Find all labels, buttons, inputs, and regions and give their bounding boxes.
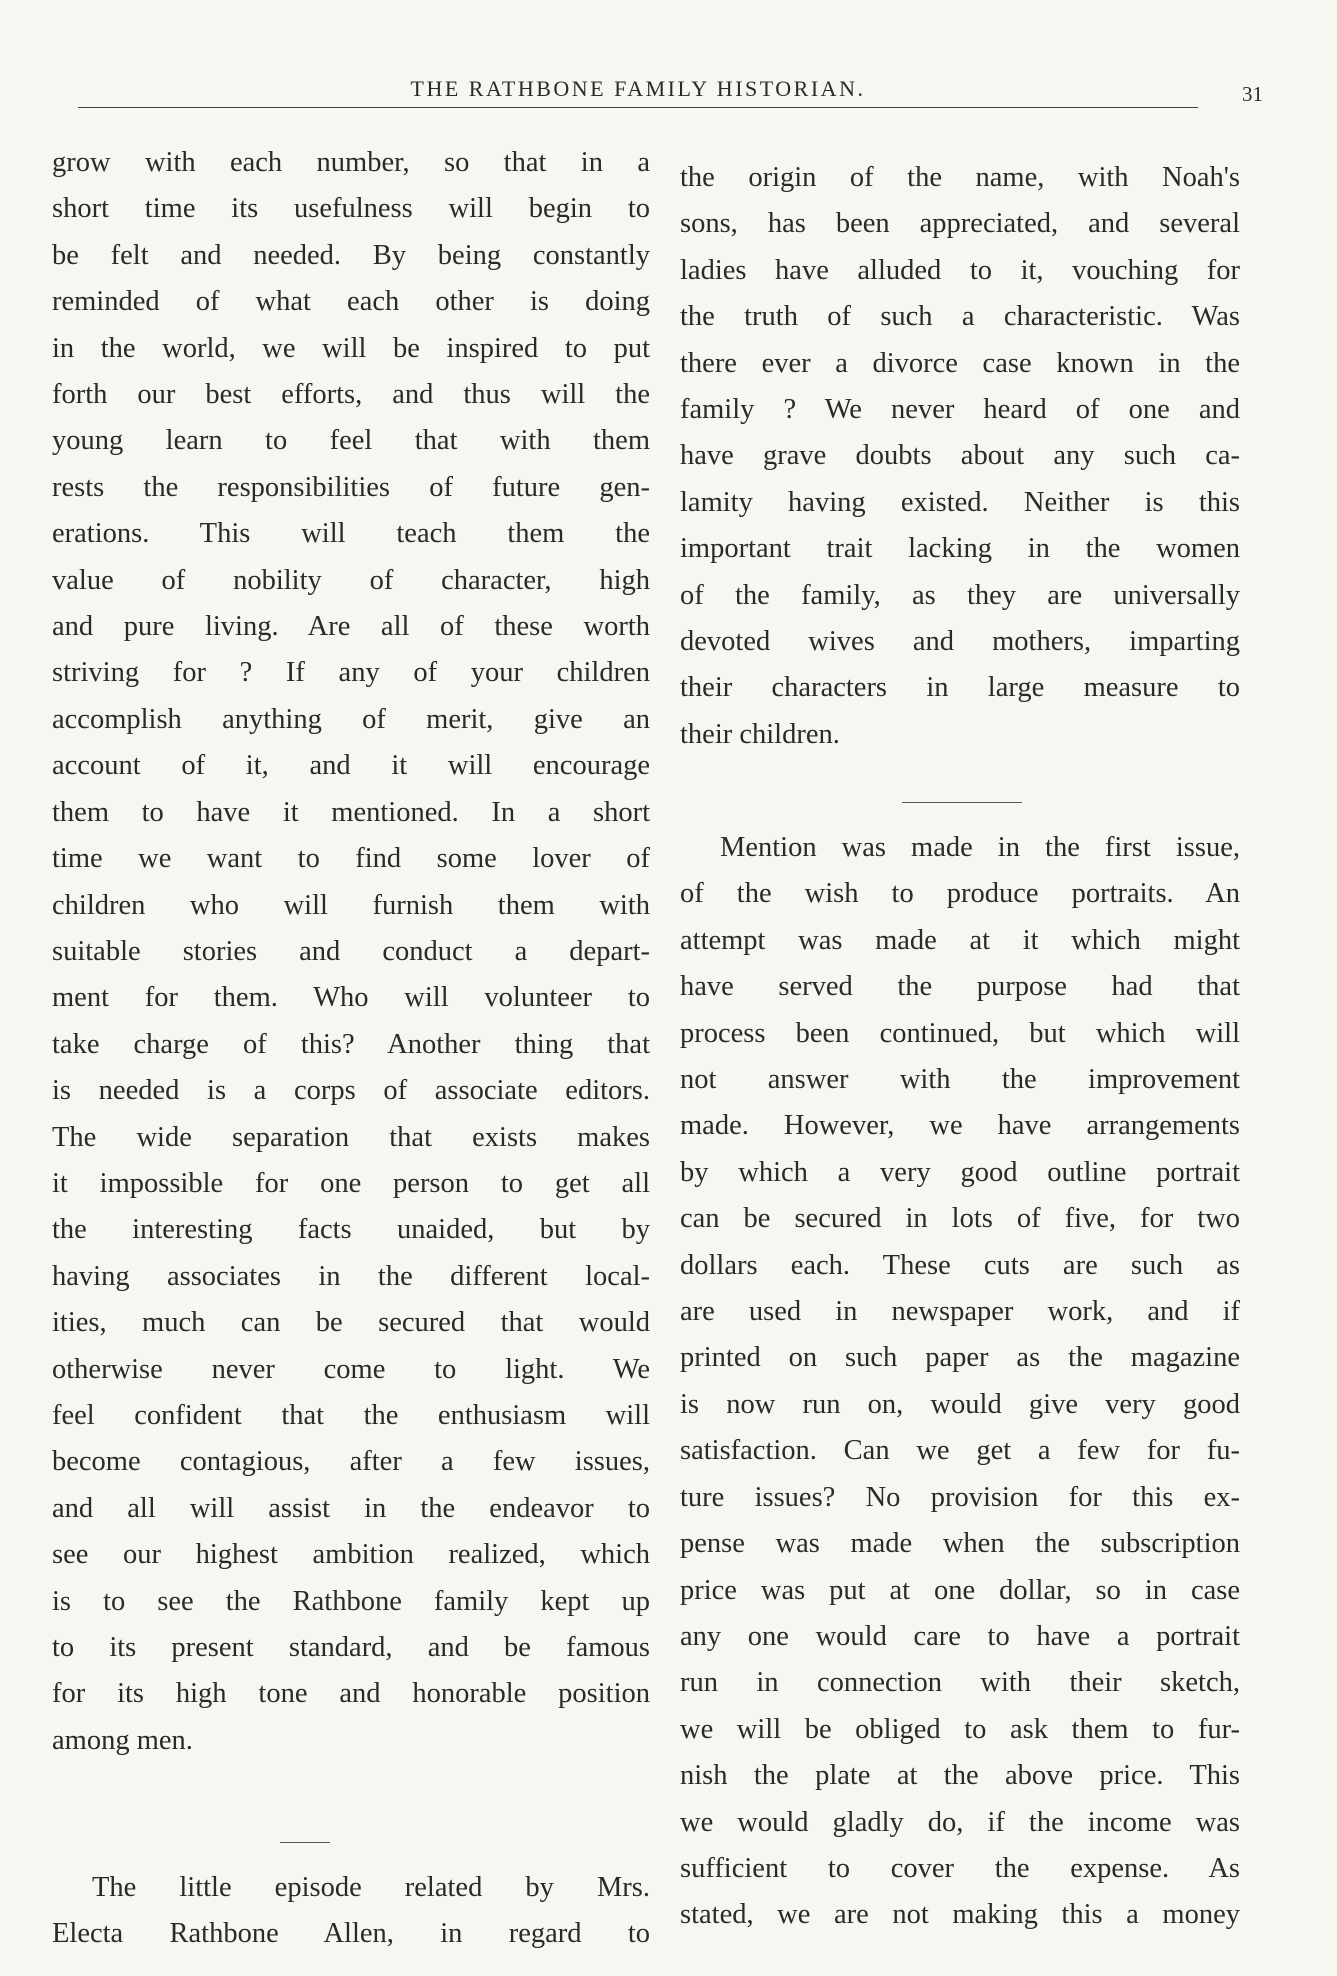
- text-line: lamity having existed. Neither is this: [680, 486, 1240, 518]
- text-line: sons, has been appreciated, and several: [680, 208, 1240, 240]
- text-line: pense was made when the subscription: [680, 1528, 1240, 1560]
- text-line: take charge of this? Another thing that: [52, 1028, 650, 1060]
- text-line: run in connection with their sketch,: [680, 1667, 1240, 1699]
- text-line: The little episode related by Mrs.: [92, 1872, 650, 1903]
- running-header: [78, 74, 1263, 114]
- text-line: family ? We never heard of one and: [680, 394, 1240, 426]
- text-line: made. However, we have arrangements: [680, 1110, 1240, 1142]
- text-line: among men.: [52, 1724, 193, 1756]
- text-line: not answer with the improvement: [680, 1064, 1240, 1096]
- text-line: attempt was made at it which might: [680, 924, 1240, 956]
- text-line: can be secured in lots of five, for two: [680, 1203, 1240, 1235]
- text-line: we would gladly do, if the income was: [680, 1806, 1240, 1838]
- text-line: account of it, and it will encourage: [52, 750, 650, 782]
- text-line: The wide separation that exists makes: [52, 1121, 650, 1153]
- journal-title: THE RATHBONE FAMILY HISTORIAN.: [410, 76, 866, 101]
- text-line: Electa Rathbone Allen, in regard to: [52, 1918, 650, 1950]
- text-line: of the family, as they are universally: [680, 579, 1240, 611]
- text-line: short time its usefulness will begin to: [52, 193, 650, 225]
- text-line: time we want to find some lover of: [52, 843, 650, 875]
- text-line: nish the plate at the above price. This: [680, 1760, 1240, 1792]
- text-line: be felt and needed. By being constantly: [52, 239, 650, 271]
- text-line: ladies have alluded to it, vouching for: [680, 254, 1240, 286]
- text-line: feel confident that the enthusiasm will: [52, 1399, 650, 1431]
- text-line: value of nobility of character, high: [52, 564, 650, 596]
- text-line: satisfaction. Can we get a few for fu-: [680, 1435, 1240, 1467]
- text-line: dollars each. These cuts are such as: [680, 1249, 1240, 1281]
- text-line: by which a very good outline portrait: [680, 1156, 1240, 1188]
- text-line: them to have it mentioned. In a short: [52, 796, 650, 828]
- paragraph-family-traits: [680, 155, 1240, 758]
- text-line: ture issues? No provision for this ex-: [680, 1481, 1240, 1513]
- text-line: reminded of what each other is doing: [52, 286, 650, 318]
- text-line: any one would care to have a portrait: [680, 1620, 1240, 1652]
- text-line: is to see the Rathbone family kept up: [52, 1585, 650, 1617]
- text-line: we will be obliged to ask them to fur-: [680, 1713, 1240, 1745]
- text-line: and pure living. Are all of these worth: [52, 611, 650, 643]
- text-line: devoted wives and mothers, imparting: [680, 626, 1240, 658]
- text-line: there ever a divorce case known in the: [680, 347, 1240, 379]
- text-line: important trait lacking in the women: [680, 533, 1240, 565]
- text-line: the interesting facts unaided, but by: [52, 1214, 650, 1246]
- paragraph-episode: [52, 1865, 650, 1958]
- text-line: young learn to feel that with them: [52, 425, 650, 457]
- section-divider-left: [280, 1842, 330, 1843]
- text-line: sufficient to cover the expense. As: [680, 1852, 1240, 1884]
- text-line: otherwise never come to light. We: [52, 1353, 650, 1385]
- text-line: to its present standard, and be famous: [52, 1632, 650, 1663]
- text-line: printed on such paper as the magazine: [680, 1342, 1240, 1374]
- text-line: the truth of such a characteristic. Was: [680, 301, 1240, 333]
- text-line: their characters in large measure to: [680, 672, 1240, 704]
- section-divider-right: [902, 802, 1022, 803]
- text-line: ities, much can be secured that would: [52, 1307, 650, 1339]
- text-line: process been continued, but which will: [680, 1017, 1240, 1049]
- text-line: suitable stories and conduct a depart-: [52, 935, 650, 967]
- text-line: of the wish to produce portraits. An: [680, 878, 1240, 910]
- text-line: is needed is a corps of associate editors.: [52, 1075, 650, 1107]
- text-line: having associates in the different local-: [52, 1260, 650, 1292]
- text-line: become contagious, after a few issues,: [52, 1446, 650, 1478]
- text-line: the origin of the name, with Noah's: [680, 162, 1240, 193]
- text-line: price was put at one dollar, so in case: [680, 1574, 1240, 1606]
- text-line: have grave doubts about any such ca-: [680, 440, 1240, 472]
- header-rule: [78, 107, 1198, 108]
- text-line: and all will assist in the endeavor to: [52, 1492, 650, 1524]
- text-line: for its high tone and honorable position: [52, 1678, 650, 1710]
- text-line: it impossible for one person to get all: [52, 1167, 650, 1199]
- text-line: is now run on, would give very good: [680, 1388, 1240, 1420]
- left-column-lower: [52, 1865, 650, 1958]
- paragraph-children-and-editors: [52, 140, 650, 1764]
- text-line: their children.: [680, 718, 840, 750]
- text-line: ment for them. Who will volunteer to: [52, 982, 650, 1014]
- text-line: grow with each number, so that in a: [52, 147, 650, 178]
- text-line: in the world, we will be inspired to put: [52, 332, 650, 364]
- text-line: have served the purpose had that: [680, 971, 1240, 1003]
- paragraph-portraits: [680, 825, 1240, 1939]
- left-column: [52, 140, 650, 1764]
- right-column: [680, 155, 1240, 758]
- text-line: erations. This will teach them the: [52, 518, 650, 550]
- text-line: children who will furnish them with: [52, 889, 650, 921]
- right-column-lower: [680, 825, 1240, 1939]
- text-line: forth our best efforts, and thus will the: [52, 379, 650, 411]
- text-line: Mention was made in the first issue,: [720, 832, 1240, 863]
- page-number: 31: [1242, 82, 1263, 106]
- text-line: striving for ? If any of your children: [52, 657, 650, 689]
- text-line: see our highest ambition realized, which: [52, 1539, 650, 1571]
- text-line: stated, we are not making this a money: [680, 1899, 1240, 1931]
- text-line: are used in newspaper work, and if: [680, 1296, 1240, 1328]
- text-line: accomplish anything of merit, give an: [52, 703, 650, 735]
- text-line: rests the responsibilities of future gen-: [52, 471, 650, 503]
